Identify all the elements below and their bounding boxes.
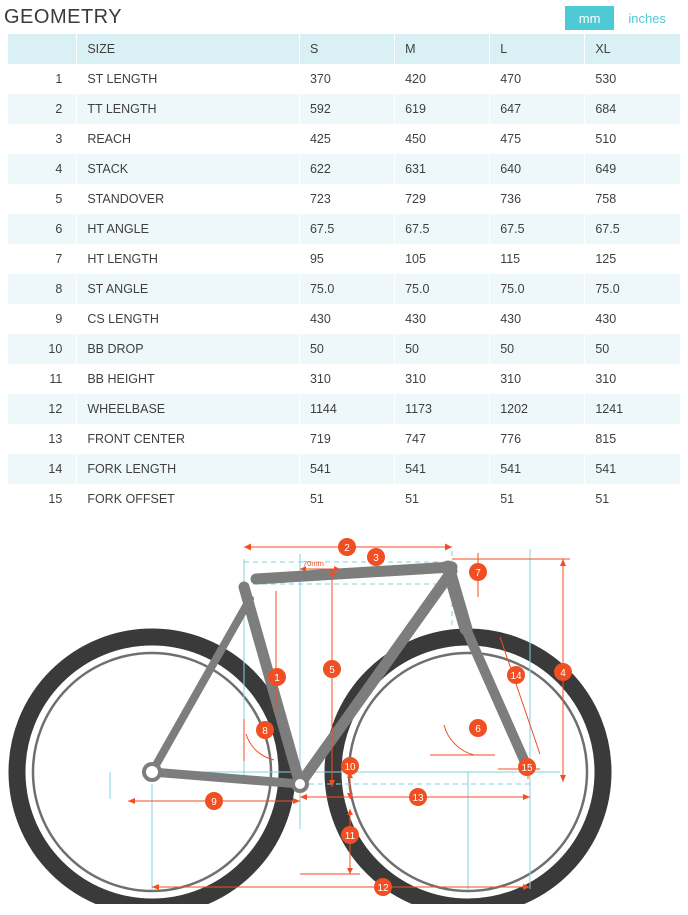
cell-m: 430 [395, 304, 490, 334]
svg-text:12: 12 [377, 883, 389, 894]
cell-s: 1144 [299, 394, 394, 424]
column-header-m: M [395, 34, 490, 64]
callout-7 [469, 563, 487, 581]
cell-index: 7 [8, 244, 77, 274]
cell-size-label: STACK [77, 154, 300, 184]
cell-m: 631 [395, 154, 490, 184]
cell-s: 723 [299, 184, 394, 214]
column-header-size: SIZE [77, 34, 300, 64]
cell-l: 67.5 [490, 214, 585, 244]
table-row [8, 274, 680, 304]
svg-text:5: 5 [329, 665, 335, 676]
cell-m: 747 [395, 424, 490, 454]
column-header-l: L [490, 34, 585, 64]
cell-m: 619 [395, 94, 490, 124]
cell-xl: 75.0 [585, 274, 680, 304]
cell-l: 475 [490, 124, 585, 154]
table-row [8, 124, 680, 154]
table-row [8, 214, 680, 244]
cell-l: 1202 [490, 394, 585, 424]
cell-s: 95 [299, 244, 394, 274]
cell-xl: 67.5 [585, 214, 680, 244]
cell-size-label: REACH [77, 124, 300, 154]
cell-l: 541 [490, 454, 585, 484]
callout-14 [507, 666, 525, 684]
callout-5 [323, 660, 341, 678]
cell-size-label: FORK LENGTH [77, 454, 300, 484]
cell-s: 51 [299, 484, 394, 514]
cell-size-label: TT LENGTH [77, 94, 300, 124]
cell-m: 420 [395, 64, 490, 94]
cell-xl: 510 [585, 124, 680, 154]
cell-size-label: ST ANGLE [77, 274, 300, 304]
cell-index: 13 [8, 424, 77, 454]
cell-l: 50 [490, 334, 585, 364]
callout-15 [518, 758, 536, 776]
svg-text:13: 13 [412, 793, 424, 804]
geometry-table-body [8, 64, 680, 514]
cell-m: 67.5 [395, 214, 490, 244]
cell-xl: 684 [585, 94, 680, 124]
cell-index: 14 [8, 454, 77, 484]
table-row [8, 334, 680, 364]
svg-text:9: 9 [211, 797, 217, 808]
cell-size-label: FRONT CENTER [77, 424, 300, 454]
cell-s: 50 [299, 334, 394, 364]
cell-s: 719 [299, 424, 394, 454]
cell-size-label: STANDOVER [77, 184, 300, 214]
cell-m: 105 [395, 244, 490, 274]
callout-13 [409, 788, 427, 806]
callout-2 [338, 538, 356, 556]
cell-l: 640 [490, 154, 585, 184]
cell-s: 310 [299, 364, 394, 394]
svg-text:15: 15 [521, 763, 533, 774]
cell-size-label: BB HEIGHT [77, 364, 300, 394]
cell-l: 75.0 [490, 274, 585, 304]
page-title: GEOMETRY [4, 6, 123, 28]
cell-index: 5 [8, 184, 77, 214]
cell-index: 10 [8, 334, 77, 364]
table-row [8, 484, 680, 514]
cell-size-label: FORK OFFSET [77, 484, 300, 514]
cell-index: 11 [8, 364, 77, 394]
cell-l: 776 [490, 424, 585, 454]
page-header [0, 0, 688, 30]
table-row [8, 64, 680, 94]
table-row [8, 184, 680, 214]
cell-size-label: ST LENGTH [77, 64, 300, 94]
callout-1 [268, 668, 286, 686]
cell-m: 310 [395, 364, 490, 394]
callout-4 [554, 663, 572, 681]
cell-s: 430 [299, 304, 394, 334]
geometry-diagram [0, 529, 688, 904]
svg-text:7: 7 [475, 568, 481, 579]
unit-button-mm[interactable]: mm [565, 6, 615, 30]
svg-text:4: 4 [560, 668, 566, 679]
svg-text:14: 14 [510, 671, 522, 682]
cell-xl: 649 [585, 154, 680, 184]
svg-text:6: 6 [475, 724, 481, 735]
cell-xl: 1241 [585, 394, 680, 424]
cell-index: 9 [8, 304, 77, 334]
cell-l: 51 [490, 484, 585, 514]
table-header-row [8, 34, 680, 64]
svg-text:1: 1 [274, 673, 280, 684]
callout-6 [469, 719, 487, 737]
table-row [8, 424, 680, 454]
callout-3 [367, 548, 385, 566]
cell-index: 12 [8, 394, 77, 424]
cell-l: 736 [490, 184, 585, 214]
annotation-70mm: 70mm [303, 559, 324, 568]
svg-text:2: 2 [344, 543, 350, 554]
callout-8 [256, 721, 274, 739]
cell-xl: 758 [585, 184, 680, 214]
cell-xl: 530 [585, 64, 680, 94]
cell-m: 450 [395, 124, 490, 154]
cell-l: 470 [490, 64, 585, 94]
cell-m: 1173 [395, 394, 490, 424]
callout-9 [205, 792, 223, 810]
cell-size-label: WHEELBASE [77, 394, 300, 424]
cell-l: 115 [490, 244, 585, 274]
cell-index: 1 [8, 64, 77, 94]
unit-button-inches[interactable]: inches [614, 6, 680, 30]
svg-text:11: 11 [344, 831, 356, 842]
cell-m: 729 [395, 184, 490, 214]
cell-index: 15 [8, 484, 77, 514]
cell-s: 425 [299, 124, 394, 154]
table-row [8, 154, 680, 184]
geometry-table [8, 34, 680, 514]
table-row [8, 244, 680, 274]
unit-toggle[interactable] [565, 6, 680, 30]
table-row [8, 364, 680, 394]
cell-size-label: HT ANGLE [77, 214, 300, 244]
cell-index: 4 [8, 154, 77, 184]
table-row [8, 94, 680, 124]
cell-l: 647 [490, 94, 585, 124]
cell-xl: 430 [585, 304, 680, 334]
cell-xl: 51 [585, 484, 680, 514]
svg-text:10: 10 [344, 762, 356, 773]
cell-index: 6 [8, 214, 77, 244]
cell-m: 51 [395, 484, 490, 514]
table-row [8, 304, 680, 334]
callout-12 [374, 878, 392, 896]
column-header-xl: XL [585, 34, 680, 64]
cell-xl: 815 [585, 424, 680, 454]
cell-s: 592 [299, 94, 394, 124]
table-row [8, 454, 680, 484]
cell-index: 8 [8, 274, 77, 304]
cell-s: 541 [299, 454, 394, 484]
svg-text:3: 3 [373, 553, 379, 564]
cell-s: 75.0 [299, 274, 394, 304]
cell-xl: 125 [585, 244, 680, 274]
cell-xl: 50 [585, 334, 680, 364]
cell-xl: 310 [585, 364, 680, 394]
cell-size-label: HT LENGTH [77, 244, 300, 274]
cell-xl: 541 [585, 454, 680, 484]
cell-size-label: BB DROP [77, 334, 300, 364]
svg-text:8: 8 [262, 726, 268, 737]
cell-index: 3 [8, 124, 77, 154]
cell-size-label: CS LENGTH [77, 304, 300, 334]
geometry-table-wrap [0, 34, 688, 515]
cell-s: 370 [299, 64, 394, 94]
cell-m: 75.0 [395, 274, 490, 304]
cell-l: 430 [490, 304, 585, 334]
table-row [8, 394, 680, 424]
cell-m: 50 [395, 334, 490, 364]
cell-l: 310 [490, 364, 585, 394]
callout-10 [341, 757, 359, 775]
cell-s: 622 [299, 154, 394, 184]
cell-index: 2 [8, 94, 77, 124]
cell-m: 541 [395, 454, 490, 484]
column-header-index [8, 34, 77, 64]
column-header-s: S [299, 34, 394, 64]
callout-11 [341, 826, 359, 844]
cell-s: 67.5 [299, 214, 394, 244]
